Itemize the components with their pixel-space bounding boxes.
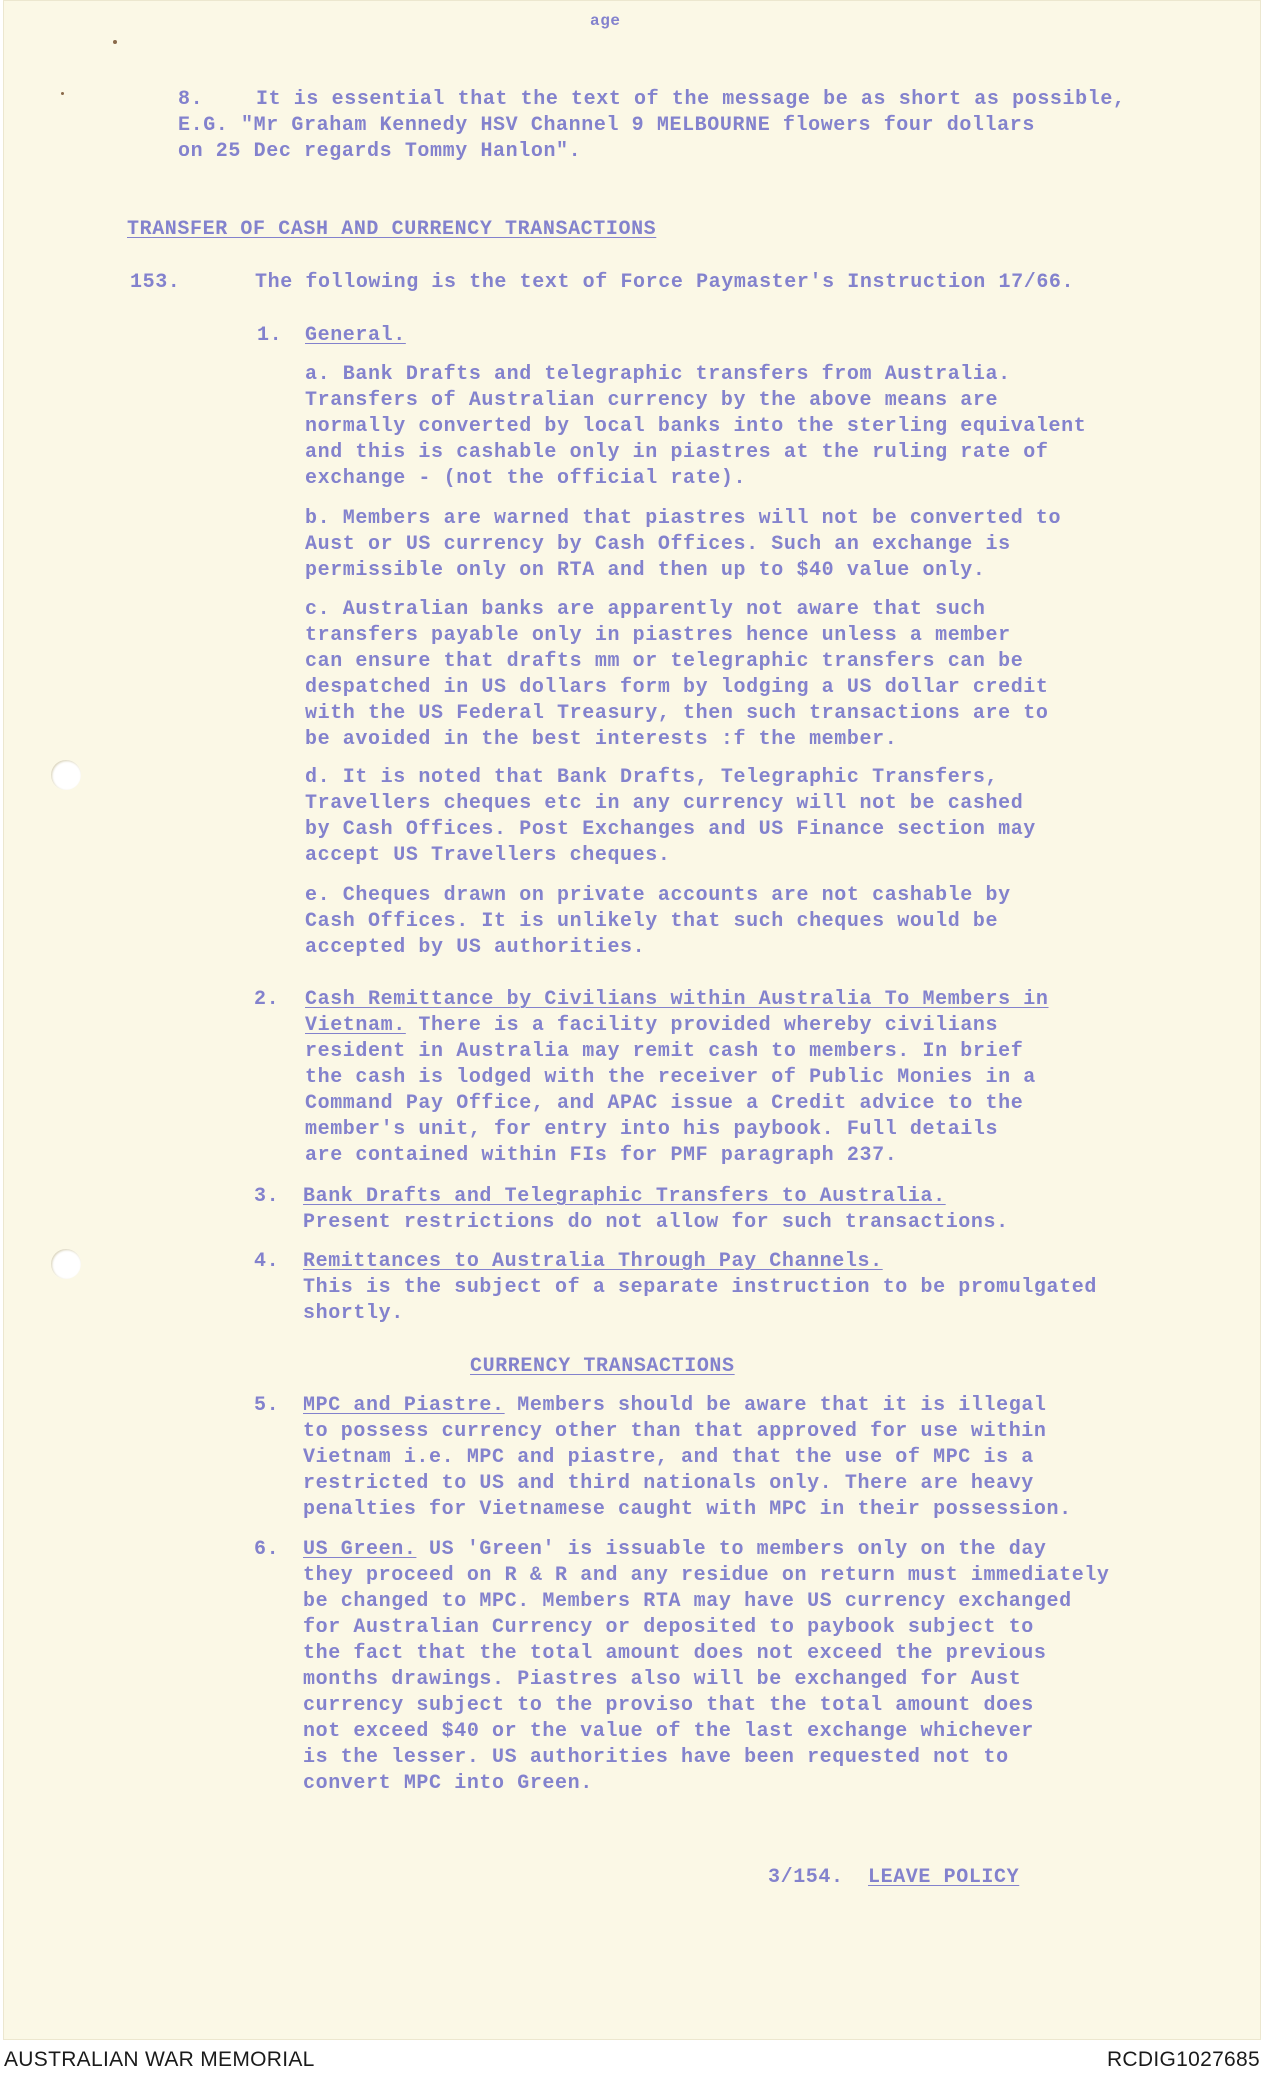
item-1-number: 1. [257, 324, 283, 347]
item-4-number: 4. [254, 1250, 280, 1273]
para-153-text: The following is the text of Force Paymaster's Instruction 17/66. [255, 271, 1075, 294]
paper-speck [61, 92, 64, 95]
section-heading: TRANSFER OF CASH AND CURRENCY TRANSACTIONS [127, 218, 657, 241]
item-4-text: Remittances to Australia Through Pay Channels. This is the subject of a separate instruction to be promulgated shortly. [303, 1250, 1097, 1325]
item-6-number: 6. [254, 1538, 280, 1561]
sub-b: b. Members are warned that piastres will not be converted to Aust or US currency by Cash Offices. Such an exchange is permissible only on RTA and then up to $40 value only. [305, 507, 1062, 582]
next-item-title: LEAVE POLICY [868, 1866, 1020, 1889]
punch-hole [51, 1249, 81, 1279]
item-5-text: MPC and Piastre. Members should be aware that it is illegal to possess currency other than that approved for use within Vietnam i.e. MPC and piastre, and that the use of MPC is a restricted to US and third nationals only. There are heavy penalties for Vietnamese caught with MPC in their possession. [303, 1394, 1072, 1521]
page-number-fragment: age [590, 12, 621, 30]
item-2-text: Cash Remittance by Civilians within Australia To Members in Vietnam. There is a facility provided whereby civilians resident in Australia may remit cash to members. In brief the cash is lodged with the receiver of Public Monies in a Command Pay Office, and APAC issue a Credit advice to the member's unit, for entry into his paybook. Full details are contained within FIs for PMF paragraph 237. [305, 988, 1049, 1167]
item-6-text: US Green. US 'Green' is issuable to members only on the day they proceed on R & R and any residue on return must immediately be changed to MPC. Members RTA may have US currency exchanged for Australian Currency or deposited to paybook subject to the fact that the total amount does not exceed the previous months drawings. Piastres also will be exchanged for Aust currency subject to the proviso that the total amount does not exceed $40 or the value of the last exchange whichever is the lesser. US authorities have been requested not to convert MPC into Green. [303, 1538, 1110, 1795]
sub-a: a. Bank Drafts and telegraphic transfers from Australia. Transfers of Australian currency by the above means are normally converted by local banks into the sterling equivalent and this is cashable only in piastres at the ruling rate of exchange - (not the official rate). [305, 363, 1087, 490]
paper-speck [113, 40, 117, 44]
sub-e: e. Cheques drawn on private accounts are not cashable by Cash Offices. It is unlikely that such cheques would be accepted by US authorities. [305, 884, 1011, 959]
item-2-number: 2. [254, 988, 280, 1011]
item-3-number: 3. [254, 1185, 280, 1208]
sub-d: d. It is noted that Bank Drafts, Telegraphic Transfers, Travellers cheques etc in any currency will not be cashed by Cash Offices. Post Exchanges and US Finance section may accept US Travellers cheques. [305, 766, 1036, 867]
next-item-number: 3/154. [768, 1866, 844, 1889]
footer-archive-name: AUSTRALIAN WAR MEMORIAL [4, 2048, 315, 2071]
item-8-number: 8. [178, 88, 204, 111]
text-line: on 25 Dec regards Tommy Hanlon". [178, 140, 582, 163]
sub-c: c. Australian banks are apparently not aware that such transfers payable only in piastres hence unless a member can ensure that drafts mm or telegraphic transfers can be despatched in US dollars form by lodging a US dollar credit with the US Federal Treasury, then such transactions are to be avoided in the best interests :f the member. [305, 598, 1049, 751]
text-line: E.G. "Mr Graham Kennedy HSV Channel 9 MELBOURNE flowers four dollars [178, 114, 1035, 137]
item-3-text: Bank Drafts and Telegraphic Transfers to Australia. Present restrictions do not allow for such transactions. [303, 1185, 1009, 1234]
currency-heading: CURRENCY TRANSACTIONS [470, 1355, 735, 1378]
item-1-title: General. [305, 324, 406, 347]
punch-hole [51, 760, 81, 790]
text-line: It is essential that the text of the message be as short as possible, [256, 88, 1126, 111]
para-153-number: 153. [130, 271, 181, 294]
footer-record-id: RCDIG1027685 [1106, 2048, 1260, 2071]
item-5-number: 5. [254, 1394, 280, 1417]
item-8-text [178, 87, 1126, 165]
